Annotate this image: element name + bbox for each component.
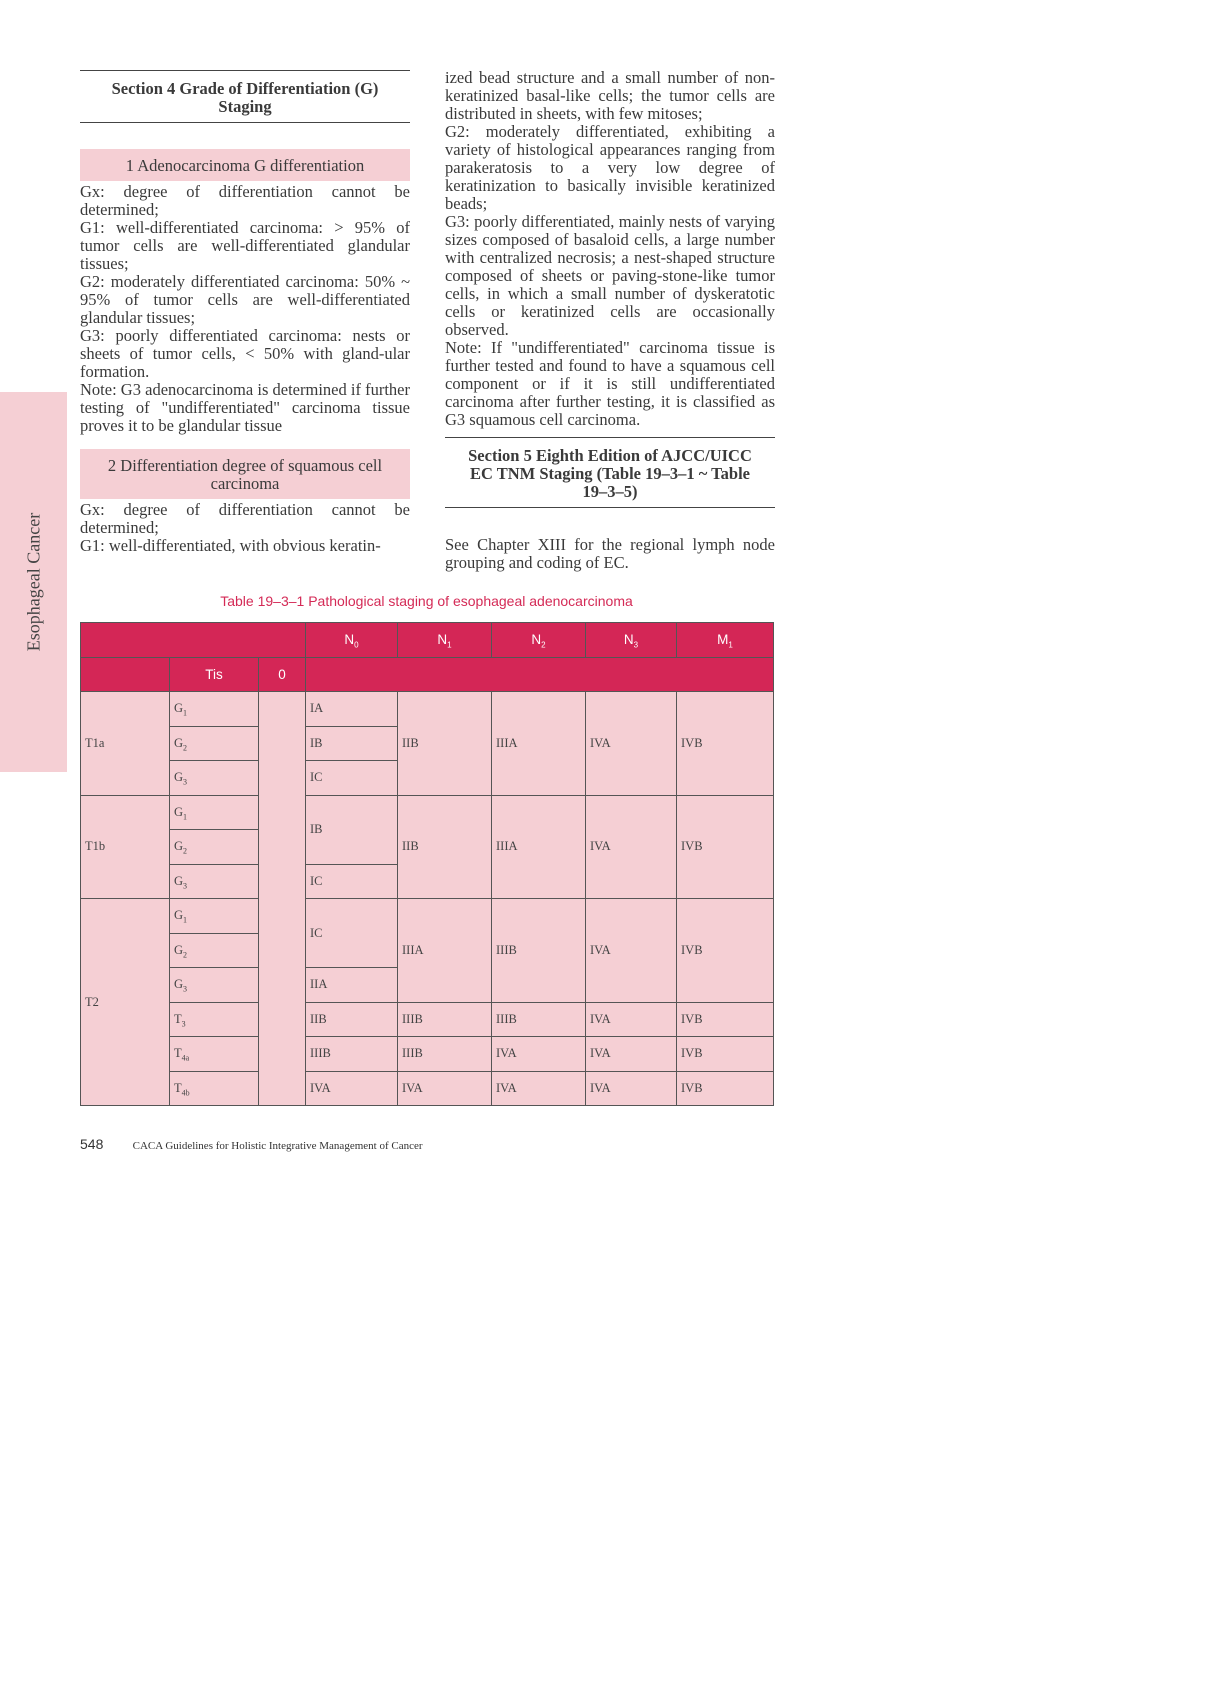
n2-cell: IIIB <box>492 899 586 1003</box>
tis-column-fill <box>259 692 306 1106</box>
paragraph: Note: If "undifferentiated" carcinoma tissue is further tested and found to have a squamous cell component or if it is still undifferentiated carcinoma after further testing, it is classified as G3 squamous cell carcinoma. <box>445 338 775 429</box>
n1-cell: IIIB <box>398 1037 492 1072</box>
m1-cell: IVB <box>677 795 774 899</box>
n0-cell: IIA <box>306 968 398 1003</box>
m1-cell: IVB <box>677 692 774 796</box>
side-tab-label: Esophageal Cancer <box>23 512 43 652</box>
n0-cell: IVA <box>306 1071 398 1106</box>
n0-cell: IIIB <box>306 1037 398 1072</box>
tis-label: Tis <box>170 657 259 692</box>
table-title: Table 19–3–1 Pathological staging of esophageal adenocarcinoma <box>220 593 633 609</box>
n2-cell: IVA <box>492 1037 586 1072</box>
table-row <box>81 1071 774 1106</box>
g-label: $G_1$ <box>170 795 259 830</box>
table-row <box>81 795 774 830</box>
n0-cell: IB <box>306 795 398 864</box>
paragraph: Note: G3 adenocarcinoma is determined if further testing of "undifferentiated" carcinoma tissue proves it to be glandular tissue <box>80 380 410 435</box>
m1-cell: IVB <box>677 1037 774 1072</box>
paragraph: Gx: degree of differentiation cannot be determined; <box>80 500 410 537</box>
n0-cell: IIB <box>306 1002 398 1037</box>
tis-fill <box>306 657 774 692</box>
tis-row <box>81 657 774 692</box>
header-n2: $N_2$ <box>492 623 586 658</box>
n2-cell: IVA <box>492 1071 586 1106</box>
t-label: T1a <box>81 692 170 796</box>
left-column <box>80 70 410 555</box>
g-label: $G_2$ <box>170 830 259 865</box>
staging-table <box>80 622 774 1106</box>
n1-cell: IVA <box>398 1071 492 1106</box>
m1-cell: IVB <box>677 1071 774 1106</box>
paragraph: ized bead structure and a small number of non-keratinized basal-like cells; the tumor cells are distributed in sheets, with few mitoses; <box>445 68 775 123</box>
n1-cell: IIB <box>398 795 492 899</box>
n0-cell: IC <box>306 761 398 796</box>
n2-cell: IIIA <box>492 795 586 899</box>
n3-cell: IVA <box>586 692 677 796</box>
header-row <box>81 623 774 658</box>
g-label: $G_2$ <box>170 726 259 761</box>
header-corner <box>81 623 306 658</box>
t-label: T1b <box>81 795 170 899</box>
table-row <box>81 899 774 934</box>
paragraph: G2: moderately differentiated, exhibiting a variety of histological appearances ranging from parakeratosis to a very low degree of keratinization to basically invisible keratinized beads; <box>445 122 775 213</box>
g-label: $G_3$ <box>170 761 259 796</box>
page-footer <box>80 1136 423 1153</box>
t-sub-label: $T_{4b}$ <box>170 1071 259 1106</box>
n3-cell: IVA <box>586 795 677 899</box>
n1-cell: IIIB <box>398 1002 492 1037</box>
page-number: 548 <box>80 1136 104 1152</box>
n2-cell: IIIB <box>492 1002 586 1037</box>
g-label: $G_1$ <box>170 692 259 727</box>
n1-cell: IIB <box>398 692 492 796</box>
paragraph: G3: poorly differentiated carcinoma: nests or sheets of tumor cells, < 50% with gland-ular formation. <box>80 326 410 381</box>
adeno-heading: 1 Adenocarcinoma G differentiation <box>80 149 410 181</box>
m1-cell: IVB <box>677 1002 774 1037</box>
footer-text: CACA Guidelines for Holistic Integrative Management of Cancer <box>132 1140 423 1152</box>
n0-cell: IA <box>306 692 398 727</box>
n3-cell: IVA <box>586 899 677 1003</box>
n0-cell: IB <box>306 726 398 761</box>
header-n3: $N_3$ <box>586 623 677 658</box>
right-column <box>445 69 775 572</box>
side-tab <box>0 392 67 772</box>
paragraph: Gx: degree of differentiation cannot be determined; <box>80 182 410 219</box>
table-row <box>81 1002 774 1037</box>
g-label: $G_2$ <box>170 933 259 968</box>
section4-title: Section 4 Grade of Differentiation (G) Staging <box>80 70 410 123</box>
tis-value: 0 <box>259 657 306 692</box>
header-m1: $M_1$ <box>677 623 774 658</box>
n3-cell: IVA <box>586 1071 677 1106</box>
squamous-heading: 2 Differentiation degree of squamous cell carcinoma <box>80 449 410 499</box>
section5-title: Section 5 Eighth Edition of AJCC/UICC EC TNM Staging (Table 19–3–1 ~ Table 19–3–5) <box>445 437 775 508</box>
g-label: $G_3$ <box>170 864 259 899</box>
table-row <box>81 692 774 727</box>
g-label: $G_1$ <box>170 899 259 934</box>
paragraph: G1: well-differentiated carcinoma: > 95% of tumor cells are well-differentiated glandular tissues; <box>80 218 410 273</box>
n1-cell: IIIA <box>398 899 492 1003</box>
t-label: T2 <box>81 899 170 1106</box>
header-n1: $N_1$ <box>398 623 492 658</box>
n3-cell: IVA <box>586 1002 677 1037</box>
g-label: $G_3$ <box>170 968 259 1003</box>
tis-blank <box>81 657 170 692</box>
paragraph: See Chapter XIII for the regional lymph node grouping and coding of EC. <box>445 535 775 572</box>
m1-cell: IVB <box>677 899 774 1003</box>
t-sub-label: $T_3$ <box>170 1002 259 1037</box>
paragraph: G1: well-differentiated, with obvious keratin- <box>80 536 381 555</box>
table-row <box>81 1037 774 1072</box>
n0-cell: IC <box>306 864 398 899</box>
t-sub-label: $T_{4a}$ <box>170 1037 259 1072</box>
paragraph: G2: moderately differentiated carcinoma: 50% ~ 95% of tumor cells are well-differentiated glandular tissues; <box>80 272 410 327</box>
paragraph: G3: poorly differentiated, mainly nests of varying sizes composed of basaloid cells, a large number with centralized necrosis; a nest-shaped structure composed of sheets or paving-stone-like tumor cells, in which a small number of dyskeratotic cells or keratinized cells are occasionally observed. <box>445 212 775 339</box>
n3-cell: IVA <box>586 1037 677 1072</box>
n2-cell: IIIA <box>492 692 586 796</box>
n0-cell: IC <box>306 899 398 968</box>
header-n0: $N_0$ <box>306 623 398 658</box>
